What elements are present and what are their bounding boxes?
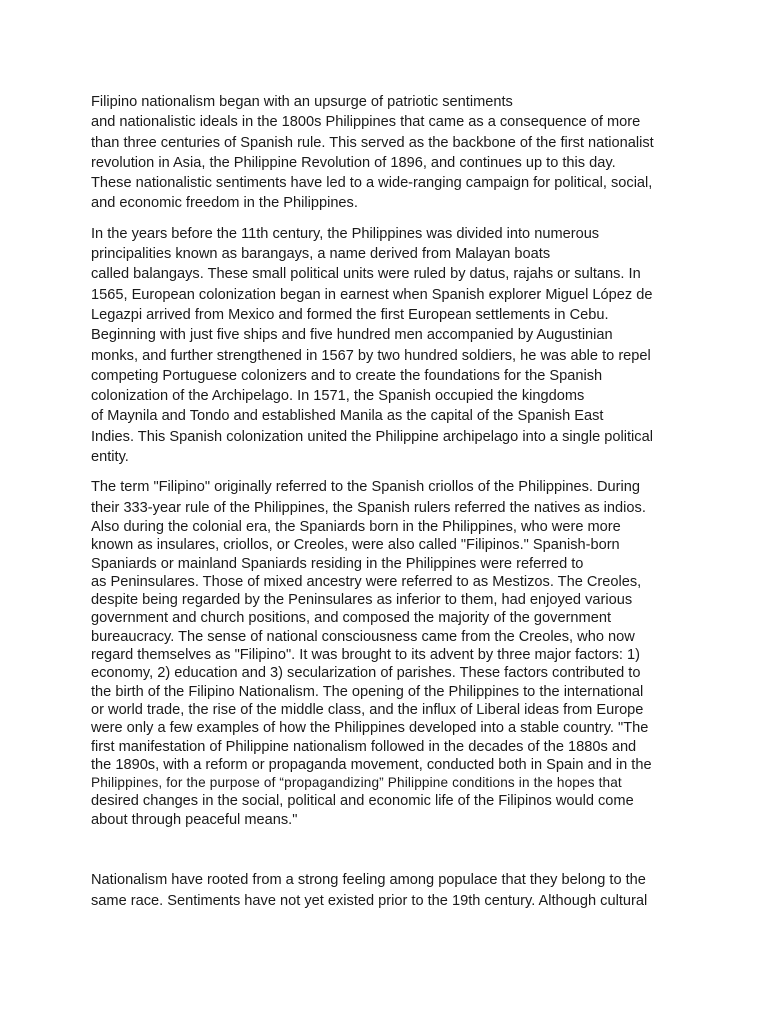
- text-line: of Maynila and Tondo and established Manila as the capital of the Spanish East: [91, 408, 604, 425]
- text-line: about through peaceful means.": [91, 811, 298, 828]
- text-line: The term "Filipino" originally referred to the Spanish criollos of the Philippines. During: [91, 479, 640, 496]
- text-line: monks, and further strengthened in 1567 by two hundred soldiers, he was able to repel: [91, 347, 651, 364]
- text-line: In the years before the 11th century, the Philippines was divided into numerous: [91, 225, 600, 242]
- text-line: regard themselves as "Filipino". It was brought to its advent by three major factors: 1): [91, 647, 640, 664]
- text-line: 1565, European colonization began in earnest when Spanish explorer Miguel López de: [91, 286, 653, 303]
- text-line: than three centuries of Spanish rule. This served as the backbone of the first nationalist: [91, 134, 654, 151]
- text-line: desired changes in the social, political and economic life of the Filipinos would come: [91, 793, 634, 810]
- text-line: Also during the colonial era, the Spaniards born in the Philippines, who were more: [91, 518, 621, 535]
- text-line: as Peninsulares. Those of mixed ancestry were referred to as Mestizos. The Creoles,: [91, 573, 642, 590]
- paragraph-spanish-colonization: [91, 224, 681, 468]
- text-line: their 333-year rule of the Philippines, the Spanish rulers referred the natives as indios.: [91, 499, 646, 516]
- text-line: colonization of the Archipelago. In 1571, the Spanish occupied the kingdoms: [91, 388, 585, 405]
- text-line: known as insulares, criollos, or Creoles, were also called "Filipinos." Spanish-born: [91, 537, 620, 554]
- text-line: government and church positions, and composed the majority of the government: [91, 610, 611, 627]
- text-line: economy, 2) education and 3) secularization of parishes. These factors contributed to: [91, 665, 641, 682]
- paragraph-colonial-era: [91, 518, 681, 829]
- paragraph-nationalism-origins: [91, 92, 681, 214]
- text-line: entity.: [91, 449, 129, 466]
- text-line: revolution in Asia, the Philippine Revolution of 1896, and continues up to this day.: [91, 154, 616, 171]
- text-line: principalities known as barangays, a name derived from Malayan boats: [91, 246, 551, 263]
- text-line: despite being regarded by the Peninsulares as inferior to them, had enjoyed various: [91, 592, 633, 609]
- text-line: Indies. This Spanish colonization united the Philippine archipelago into a single political: [91, 428, 653, 445]
- text-line: Legazpi arrived from Mexico and formed the first European settlements in Cebu.: [91, 306, 609, 323]
- document-page: [91, 92, 681, 912]
- text-line: competing Portuguese colonizers and to create the foundations for the Spanish: [91, 367, 603, 384]
- text-line: the 1890s, with a reform or propaganda movement, conducted both in Spain and in the: [91, 756, 652, 773]
- text-line: first manifestation of Philippine nationalism followed in the decades of the 1880s and: [91, 738, 637, 755]
- text-line: Spaniards or mainland Spaniards residing in the Philippines were referred to: [91, 555, 584, 572]
- text-line: Filipino nationalism began with an upsurge of patriotic sentiments: [91, 94, 513, 110]
- text-line: were only a few examples of how the Philippines developed into a stable country. "The: [91, 720, 649, 737]
- text-line: bureaucracy. The sense of national consciousness came from the Creoles, who now: [91, 628, 635, 645]
- text-line: and nationalistic ideals in the 1800s Philippines that came as a consequence of more: [91, 114, 641, 131]
- paragraph-nationalism-roots: [91, 870, 681, 912]
- text-line: same race. Sentiments have not yet existed prior to the 19th century. Although cultural: [91, 892, 648, 909]
- text-line: Beginning with just five ships and five hundred men accompanied by Augustinian: [91, 327, 613, 344]
- text-line: These nationalistic sentiments have led to a wide-ranging campaign for political, social,: [91, 175, 653, 192]
- paragraph-term-filipino: [91, 477, 681, 518]
- text-line: called balangays. These small political units were ruled by datus, rajahs or sultans. In: [91, 266, 641, 283]
- text-line: Philippines, for the purpose of “propagandizing” Philippine conditions in the hopes that: [91, 775, 622, 791]
- text-line: and economic freedom in the Philippines.: [91, 195, 358, 212]
- text-line: Nationalism have rooted from a strong feeling among populace that they belong to the: [91, 871, 646, 888]
- text-line: or world trade, the rise of the middle class, and the influx of Liberal ideas from Europe: [91, 701, 644, 718]
- text-line: the birth of the Filipino Nationalism. The opening of the Philippines to the international: [91, 683, 644, 700]
